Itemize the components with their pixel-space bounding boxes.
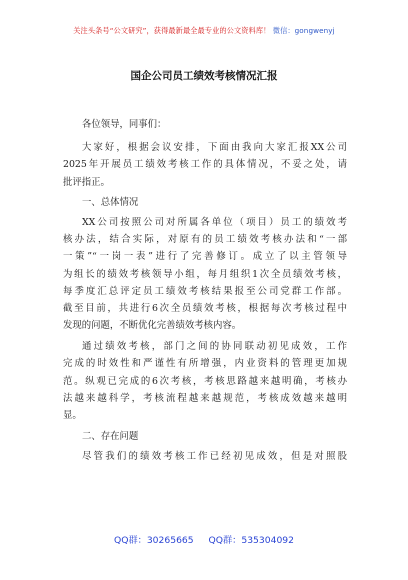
paragraph-line: 二、存在问题 bbox=[82, 431, 139, 443]
paragraph-line: 2025年开展员工绩效考核工作的具体情况，不妥之处，请 bbox=[63, 159, 347, 171]
document-title: 国企公司员工绩效考核情况汇报 bbox=[130, 70, 278, 82]
paragraph-line: 显。 bbox=[63, 410, 82, 421]
paragraph-line: 各位领导，同事们： bbox=[82, 119, 167, 130]
paragraph-line: 批评指正。 bbox=[63, 176, 110, 188]
paragraph-line: 截至目前，共进行6次全员绩效考核，根据每次考核过程中 bbox=[63, 302, 347, 314]
header-wechat-text: 微信：gongwenyj bbox=[272, 26, 335, 35]
paragraph-line: 尽管我们的绩效考核工作已经初见成效，但是对照股 bbox=[82, 451, 347, 463]
paragraph-line: 法越来越科学，考核流程越来越规范，考核成效越来越明 bbox=[63, 392, 347, 404]
paragraph-line: 核办法，结合实际，对原有的员工绩效考核办法和“一部 bbox=[63, 234, 347, 246]
paragraph-line: 每季度汇总评定员工绩效考核结果报至公司党群工作部。 bbox=[63, 285, 347, 297]
paragraph-line: 通过绩效考核，部门之间的协同联动初见成效，工作 bbox=[82, 341, 347, 353]
footer-contacts bbox=[0, 532, 408, 546]
paragraph-line: 大家好，根据会议安排，下面由我向大家汇报XX公司 bbox=[82, 142, 347, 154]
paragraph-line: 完成的时效性和严谨性有所增强，内业资料的管理更加规 bbox=[63, 358, 347, 370]
header-promo-text: 关注头条号“公文研究”，获得最新最全最专业的公文资料库！ bbox=[73, 26, 271, 35]
header-promo-banner bbox=[0, 26, 408, 36]
paragraph-line: 为组长的绩效考核领导小组，每月组织1次全员绩效考核， bbox=[63, 268, 347, 280]
footer-qq-group-2: QQ群：535304092 bbox=[208, 535, 294, 546]
paragraph-line: 范。纵观已完成的6次考核，考核思路越来越明确，考核办 bbox=[63, 375, 347, 387]
paragraph-line: 发现的问题，不断优化完善绩效考核内容。 bbox=[63, 320, 242, 332]
footer-qq-group-1: QQ群：30265665 bbox=[114, 535, 194, 546]
paragraph-line: XX公司按照公司对所属各单位（项目）员工的绩效考 bbox=[82, 216, 347, 228]
paragraph-line: 一、总体情况 bbox=[82, 196, 139, 208]
document-body bbox=[63, 116, 347, 466]
paragraph-line: 一策”“一岗一表”进行了完善修订。成立了以主管领导 bbox=[63, 251, 347, 263]
